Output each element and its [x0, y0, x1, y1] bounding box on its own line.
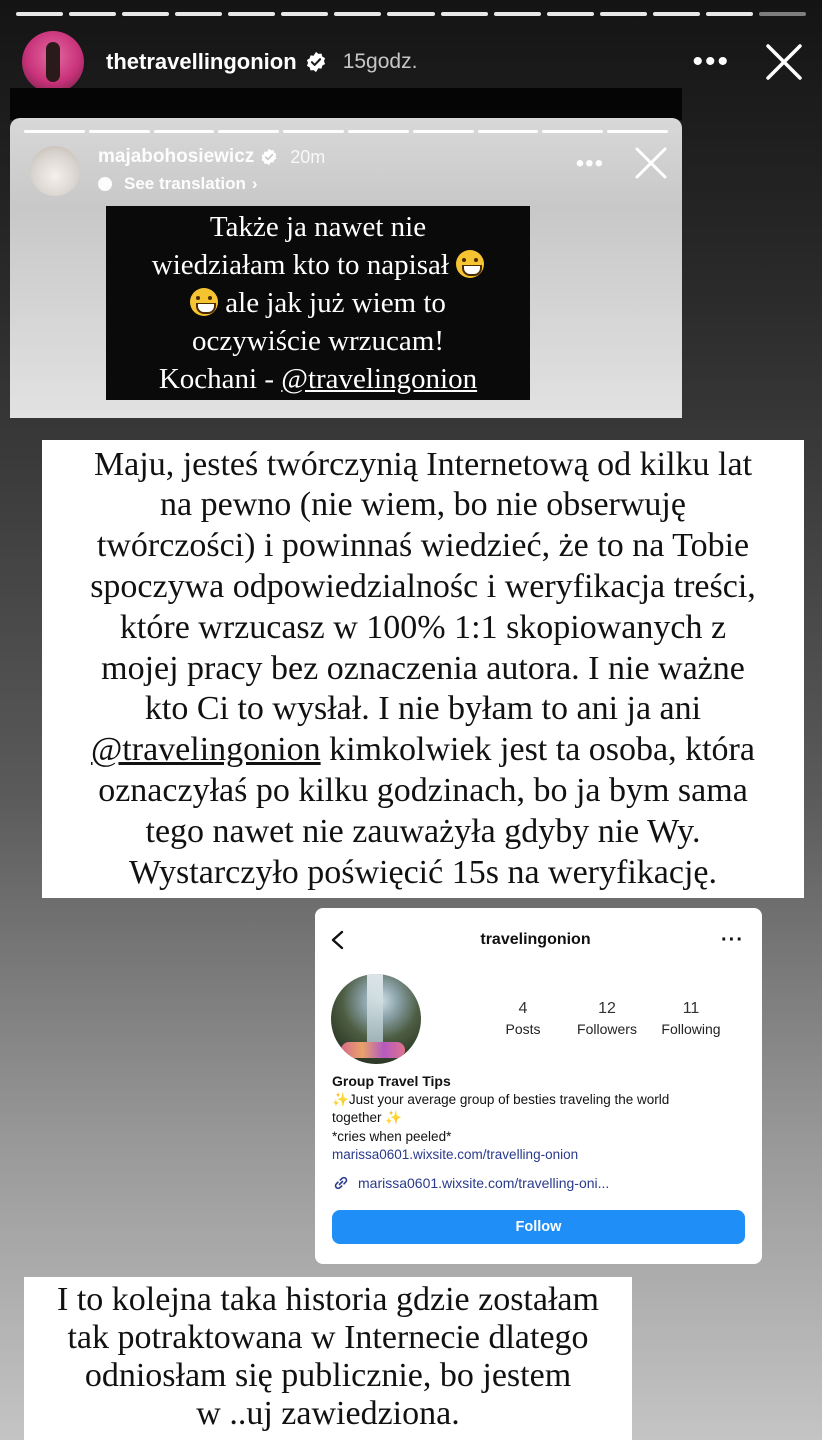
profile-link-row [332, 1174, 609, 1192]
progress-segment [706, 12, 753, 16]
embedded-userline [98, 146, 325, 168]
followers-label: Followers [577, 1021, 637, 1037]
progress-segment [69, 12, 116, 16]
quote-line-3: ale jak już wiem to [225, 287, 446, 319]
progress-segment [759, 12, 806, 16]
embedded-progress-segment [154, 130, 215, 133]
progress-segment [281, 12, 328, 16]
main-text-line-mention [52, 730, 794, 771]
mention-suffix: kimkolwiek jest ta osoba, która [320, 731, 755, 769]
profile-avatar [331, 974, 421, 1064]
embedded-quote-text [152, 208, 484, 398]
profile-username: travelingonion [480, 931, 591, 948]
embedded-progress-segment [542, 130, 603, 133]
close-icon[interactable] [764, 42, 804, 82]
main-text-line: Maju, jesteś twórczynią Internetową od kilku lat [93, 445, 753, 483]
embedded-progress-segment [24, 130, 85, 133]
sparkle-icon: ✨ [385, 1110, 403, 1125]
sparkle-icon: ✨ [332, 1091, 349, 1107]
more-options-button[interactable]: ••• [692, 45, 730, 78]
chevron-right-icon: › [251, 174, 258, 193]
main-text-line: tego nawet nie zauważyła gdyby nie Wy. [145, 812, 701, 850]
progress-segment [387, 12, 434, 16]
bio-line-2 [332, 1109, 744, 1128]
progress-segment [334, 12, 381, 16]
bio-line-1 [332, 1091, 744, 1110]
story-header [22, 32, 804, 92]
mention-link[interactable]: @travelingonion [91, 731, 321, 769]
bio-text-3: *cries when peeled* [332, 1128, 452, 1144]
grinning-emoji-icon [456, 250, 484, 278]
embedded-progress-segment [283, 130, 344, 133]
profile-link-text: marissa0601.wixsite.com/travelling-oni... [358, 1175, 610, 1191]
embedded-story-screenshot [10, 118, 682, 418]
see-translation-label: See translation [124, 174, 246, 193]
followers-stat [565, 1000, 649, 1037]
main-text-line: mojej pracy bez oznaczenia autora. I nie ważne [101, 649, 745, 687]
embedded-progress-bar [24, 130, 668, 133]
embedded-progress-segment [218, 130, 279, 133]
avatar[interactable] [22, 31, 84, 93]
verified-badge-icon [260, 148, 278, 166]
embedded-progress-segment [413, 130, 474, 133]
progress-segment [122, 12, 169, 16]
embedded-story-header [30, 146, 668, 196]
embedded-quote-box [106, 206, 530, 400]
following-label: Following [661, 1021, 721, 1037]
verified-badge-icon [305, 51, 327, 73]
quote-line-5-prefix: Kochani - [158, 363, 282, 395]
see-translation-link [98, 174, 325, 194]
followers-count: 12 [598, 1000, 616, 1017]
posts-count: 4 [518, 1000, 528, 1017]
embedded-progress-segment [89, 130, 150, 133]
avatar-waterfall [367, 974, 383, 1044]
main-text-line: twórczości) i powinnaś wiedzieć, że to na Tobie [96, 527, 750, 565]
posts-stat [481, 1000, 565, 1037]
translate-icon [98, 177, 112, 191]
posts-label: Posts [505, 1021, 541, 1037]
main-text-line: Wystarczyło poświęcić 15s na weryfikację. [129, 853, 717, 891]
profile-screenshot [315, 908, 762, 1264]
story-progress-bar [16, 12, 806, 16]
embedded-progress-segment [478, 130, 539, 133]
progress-segment [600, 12, 647, 16]
avatar-group [341, 1042, 405, 1058]
link-icon [332, 1174, 350, 1192]
bio-website-link: marissa0601.wixsite.com/travelling-onion [332, 1147, 579, 1162]
story-username[interactable]: thetravellingonion [106, 49, 297, 74]
profile-more-icon: ··· [721, 928, 744, 951]
quote-line-2: wiedziałam kto to napisał [151, 249, 449, 281]
closing-text-line: w ..uj zawiedziona. [196, 1395, 460, 1432]
main-text-line: które wrzucasz w 100% 1:1 skopiowanych z [119, 608, 727, 646]
main-text-line: na pewno (nie wiem, bo nie obserwuję [160, 486, 686, 524]
embedded-timestamp: 20m [290, 146, 326, 167]
progress-segment [16, 12, 63, 16]
closing-text [24, 1277, 632, 1440]
avatar-figure [46, 42, 60, 82]
progress-segment [653, 12, 700, 16]
main-response-text [42, 440, 804, 898]
embedded-avatar [30, 146, 80, 196]
quote-line-1: Także ja nawet nie [209, 211, 427, 243]
grinning-emoji-icon [190, 288, 218, 316]
progress-segment [547, 12, 594, 16]
progress-segment [228, 12, 275, 16]
progress-segment [441, 12, 488, 16]
embedded-more-icon: ••• [575, 150, 604, 177]
quote-line-4: oczywiście wrzucam! [191, 325, 444, 357]
embedded-username: majabohosiewicz [98, 146, 255, 167]
screenshot-top-bar [10, 88, 682, 120]
following-count: 11 [682, 1000, 700, 1017]
bio-text-2: together [332, 1110, 382, 1125]
profile-topbar [327, 922, 744, 958]
main-text-line: kto Ci to wysłał. I nie byłam to ani ja ani [144, 690, 702, 728]
main-text-line: oznaczyłaś po kilku godzinach, bo ja bym sama [98, 771, 748, 809]
embedded-progress-segment [607, 130, 668, 133]
story-timestamp: 15godz. [342, 50, 418, 73]
quote-mention: @travelingonion [281, 363, 478, 395]
profile-display-name: Group Travel Tips [332, 1073, 451, 1089]
follow-button: Follow [332, 1210, 745, 1244]
progress-segment [175, 12, 222, 16]
closing-text-line: odniosłam się publicznie, bo jestem [84, 1357, 572, 1394]
profile-stats [481, 1000, 733, 1037]
close-icon [634, 146, 668, 180]
profile-bio [332, 1072, 744, 1165]
embedded-meta [98, 146, 325, 194]
closing-text-line: tak potraktowana w Internecie dlatego [67, 1319, 589, 1356]
following-stat [649, 1000, 733, 1037]
progress-segment [494, 12, 541, 16]
main-text-line: spoczywa odpowiedzialnośc i weryfikacja treści, [90, 568, 756, 605]
closing-text-line: I to kolejna taka historia gdzie zostałam [57, 1281, 599, 1318]
bio-text-1: Just your average group of besties traveling the world [348, 1091, 670, 1107]
embedded-progress-segment [348, 130, 409, 133]
